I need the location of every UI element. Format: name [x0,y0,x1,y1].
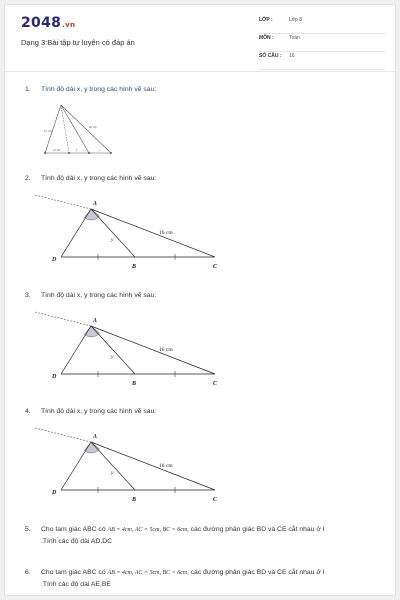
question-text: Cho tam giác ABC có [41,569,106,576]
question-text-line2: .Tính các độ dài AE,BE [41,581,111,588]
label-y: y [111,470,114,476]
meta-label: LỚP : [259,17,273,23]
question-math: AB = 4cm, AC = 5cm, BC = 6cm, [107,527,189,533]
label-y: y [99,148,101,152]
label-15cm: 15 cm [44,129,52,133]
meta-row-class [259,17,385,34]
header-divider [5,71,395,72]
question-text: Tính độ dài x, y trong các hình vẽ sau: [41,408,157,415]
label-16cm: 16 cm [159,230,173,236]
meta-row-subject [259,35,385,52]
question-math: AB = 4cm, AC = 5cm, BC = 6cm, [107,570,189,576]
figure-2-triangle [35,189,225,275]
label-16cm: 16 cm [159,347,173,353]
question-1 [25,86,156,93]
label-y: y [111,354,114,360]
label-B: B [132,264,137,270]
label-12cm: 12 cm [53,149,60,152]
meta-label: MÔN : [259,35,274,41]
label-D: D [52,490,57,496]
question-text: Tính độ dài x, y trong các hình vẽ sau: [41,175,157,182]
question-text: Tính độ dài x, y trong các hình vẽ sau: [41,292,157,299]
worksheet-subtitle: Dạng 3:Bài tập tự luyện có đáp án [21,38,135,47]
label-C: C [213,381,218,387]
question-text: Cho tam giác ABC có [41,526,106,533]
label-20cm: 20 cm [89,125,97,129]
question-number: 1. [25,86,31,93]
meta-value: 16 [289,53,295,59]
label-D: D [52,374,57,380]
label-D: D [52,257,57,263]
meta-label: SỐ CÂU : [259,53,282,59]
question-4 [25,408,156,415]
header [5,5,395,71]
figure-3-triangle [35,306,225,392]
question-text: Tính độ dài x, y trong các hình vẽ sau: [41,86,157,93]
question-text: các đường phân giác BD và CE cắt nhau ở I [190,569,325,576]
question-number: 6. [25,569,31,576]
label-A: A [93,318,98,324]
question-2 [25,175,156,182]
worksheet-page [4,4,396,596]
question-number: 4. [25,408,31,415]
label-A: A [93,201,98,207]
question-number: 2. [25,175,31,182]
label-x: x [76,148,78,152]
question-text: các đường phân giác BD và CE cắt nhau ở I [190,526,325,533]
meta-row-count [259,53,385,70]
meta-value: Lớp 8 [289,17,303,23]
question-3 [25,292,156,299]
site-logo[interactable]: 2048.vn [21,15,76,31]
label-A: A [93,434,98,440]
label-C: C [213,264,218,270]
label-B: B [132,497,137,503]
meta-value: Toán [289,35,300,41]
meta-info [259,17,385,71]
question-number: 5. [25,526,31,533]
label-16cm: 16 cm [159,463,173,469]
label-C: C [213,497,218,503]
figure-4-triangle [35,422,225,508]
question-6 [25,567,381,590]
label-B: B [132,381,137,387]
question-number: 3. [25,292,31,299]
figure-1-triangle [39,99,119,159]
question-text-line2: .Tính các độ dài AD,DC [41,538,113,545]
label-y: y [111,237,114,243]
question-5 [25,524,381,547]
